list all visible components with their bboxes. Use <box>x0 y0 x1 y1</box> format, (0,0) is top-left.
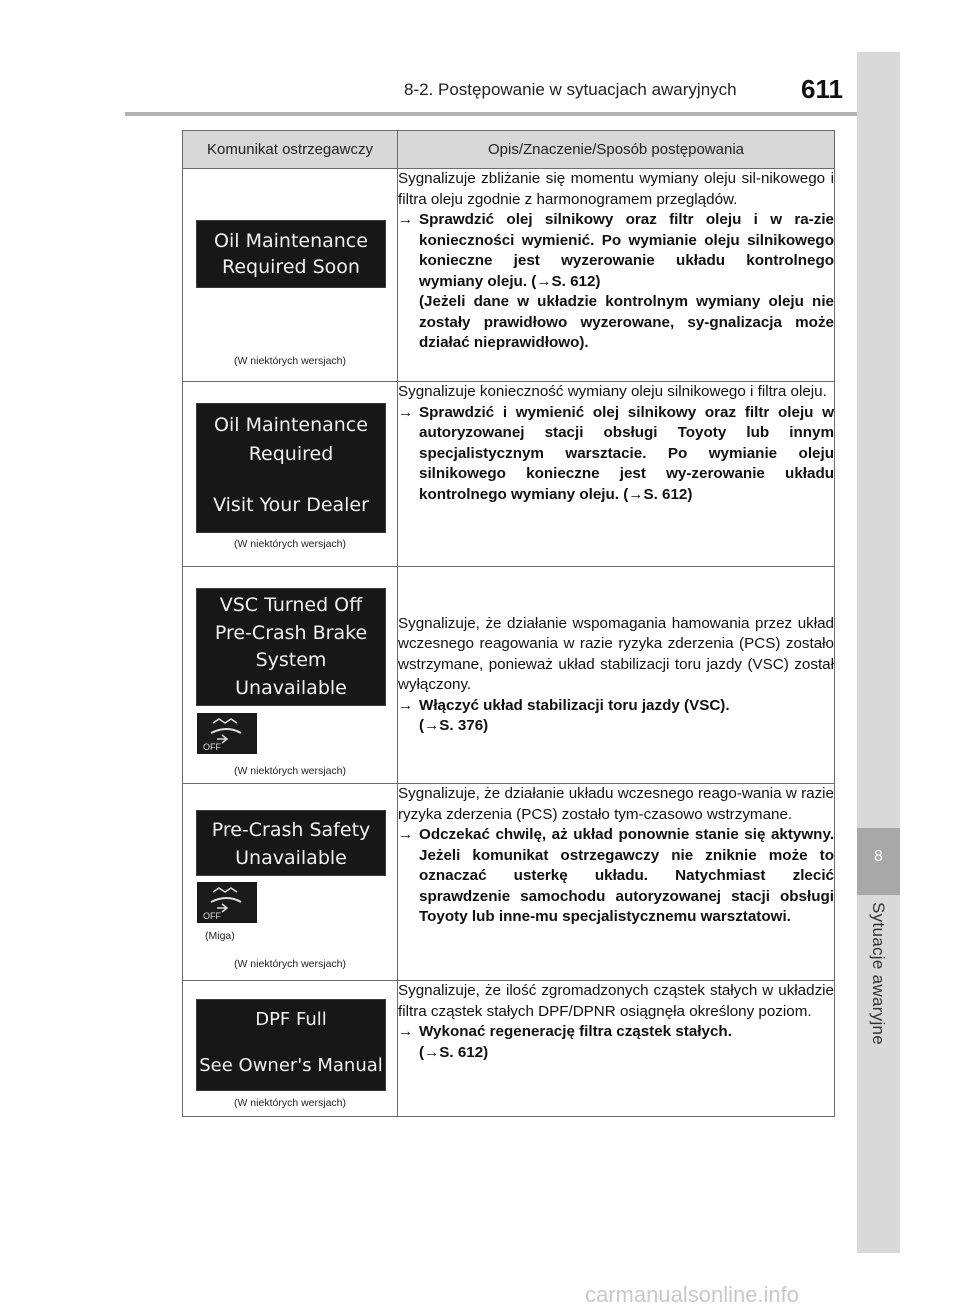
display-screen <box>196 810 386 876</box>
action-instruction: Wykonać regenerację filtra cząstek stałych. <box>419 1023 732 1040</box>
table-row <box>183 567 835 784</box>
action-text <box>398 210 834 354</box>
column-header-message: Komunikat ostrzegawczy <box>183 131 398 169</box>
column-header-description: Opis/Znaczenie/Sposób postępowania <box>398 131 835 169</box>
header-rule <box>125 112 857 116</box>
pcs-off-indicator-icon <box>197 713 257 754</box>
action-note: (Jeżeli dane w układzie kontrolnym wymiany oleju nie zostały prawidłowo wyzerowane, sy-gnalizacja może działać nieprawidłowo). <box>419 293 834 351</box>
arrow-icon: → <box>536 272 552 290</box>
screen-line: DPF Full <box>255 1009 327 1030</box>
action-text <box>398 825 834 928</box>
table-row <box>183 169 835 382</box>
watermark: carmanualsonline.info <box>585 1282 800 1307</box>
screen-line: Visit Your Dealer <box>213 494 369 516</box>
display-screen <box>196 588 386 706</box>
description-text: Sygnalizuje, że działanie wspomagania hamowania przez układ wczesnego reagowania w razie ryzyka zderzenia (PCS) zostało wstrzymane, ponieważ układ stabilizacji toru jazdy (VSC) został wyłączony. <box>398 614 834 693</box>
table-row <box>183 981 835 1117</box>
description-cell <box>398 169 835 382</box>
screen-line: VSC Turned Off <box>219 594 363 616</box>
message-image-cell <box>183 981 398 1117</box>
screen-line: Required <box>248 443 334 465</box>
display-screen <box>196 403 386 533</box>
table-header-row <box>183 131 835 169</box>
page-reference: S. 612) <box>551 272 601 290</box>
version-caption: (W niektórych wersjach) <box>233 538 347 550</box>
action-instruction: Odczekać chwilę, aż układ ponownie stanie się aktywny. Jeżeli komunikat ostrzegawczy nie zniknie może to oznaczać usterkę układu. Natychmiast zlecić sprawdzenie samochodu autoryzowanej stacji obsługi Toyoty lub inne-mu specjalistycznemu warsztatowi. <box>419 826 834 925</box>
action-text: → Włączyć układ stabilizacji toru jazdy (VSC). (→S. 376) <box>398 696 730 734</box>
arrow-icon: → <box>398 696 414 714</box>
table-row <box>183 382 835 567</box>
description-cell <box>398 567 835 784</box>
screen-line: Oil Maintenance <box>214 230 368 252</box>
screen-line: Required Soon <box>222 256 360 278</box>
arrow-icon: → <box>424 717 440 734</box>
version-caption: (W niektórych wersjach) <box>233 958 347 970</box>
blinking-note: (Miga) <box>205 930 235 942</box>
icon-off-label: OFF <box>203 742 221 752</box>
screen-line: Pre-Crash Safety <box>211 819 371 841</box>
screen-line: System <box>255 649 327 671</box>
screen-line: Oil Maintenance <box>214 414 368 436</box>
description-text: Sygnalizuje zbliżanie się momentu wymiany oleju sil-nikowego i filtra oleju zgodnie z harmonogramem przeglądów. <box>398 170 834 208</box>
chapter-title: Sytuacje awaryjne <box>869 902 888 1046</box>
chapter-side-tab <box>857 52 900 1253</box>
action-text: → Wykonać regenerację filtra cząstek stałych. (→S. 612) <box>398 1023 732 1061</box>
description-cell <box>398 981 835 1117</box>
running-header-title: 8-2. Postępowanie w sytuacjach awaryjnych <box>404 80 737 99</box>
version-caption: (W niektórych wersjach) <box>233 765 347 777</box>
action-instruction: Włączyć układ stabilizacji toru jazdy (VSC). <box>419 696 730 714</box>
description-cell <box>398 784 835 981</box>
message-image-cell <box>183 382 398 567</box>
screen-line: Pre-Crash Brake <box>214 621 368 644</box>
message-image-cell <box>183 784 398 981</box>
warning-messages-table <box>182 130 835 1117</box>
table-row <box>183 784 835 981</box>
page-reference: S. 612) <box>643 485 693 503</box>
version-caption: (W niektórych wersjach) <box>233 1097 347 1109</box>
icon-off-label: OFF <box>203 911 221 921</box>
message-image-cell <box>183 169 398 382</box>
version-caption: (W niektórych wersjach) <box>233 355 347 367</box>
arrow-icon: → <box>628 485 644 503</box>
screen-line: See Owner's Manual <box>199 1055 383 1076</box>
description-text: Sygnalizuje, że działanie układu wczesnego reago-wania w razie ryzyka zderzenia (PCS) zostało tym-czasowo wstrzymane. <box>398 785 834 823</box>
screen-line: Unavailable <box>235 676 347 699</box>
display-screen <box>196 220 386 288</box>
description-cell <box>398 382 835 567</box>
chapter-number: 8 <box>874 848 883 865</box>
action-instruction: Sprawdzić i wymienić olej silnikowy oraz filtr oleju w autoryzowanej stacji obsługi Toyoty lub innym specjalistycznym warsztacie. Po wymianie oleju silnikowego konieczne jest wy-zerowanie układu kontrolnego wymiany oleju. ( <box>419 403 834 503</box>
arrow-icon: → <box>398 211 414 228</box>
description-text: Sygnalizuje, że ilość zgromadzonych cząstek stałych w układzie filtra cząstek stałych DPF/DPNR osiągnęła określony poziom. <box>398 982 834 1020</box>
arrow-icon: → <box>398 1023 414 1040</box>
page-reference: S. 376) <box>439 717 489 734</box>
pcs-off-indicator-icon <box>197 882 257 923</box>
screen-line: Unavailable <box>235 847 347 869</box>
page-reference: S. 612) <box>439 1043 489 1061</box>
page-number: 611 <box>801 74 843 104</box>
action-instruction: Sprawdzić olej silnikowy oraz filtr oleju i w ra-zie konieczności wymienić. Po wymianie oleju silnikowego konieczne jest wyzerowanie układu kontrolnego wymiany oleju. ( <box>419 211 834 290</box>
arrow-icon: → <box>424 1043 440 1061</box>
action-text <box>398 403 834 506</box>
arrow-icon: → <box>398 826 414 843</box>
display-screen <box>196 999 386 1091</box>
message-image-cell <box>183 567 398 784</box>
arrow-icon: → <box>398 403 414 421</box>
description-text: Sygnalizuje konieczność wymiany oleju silnikowego i filtra oleju. <box>398 383 827 400</box>
